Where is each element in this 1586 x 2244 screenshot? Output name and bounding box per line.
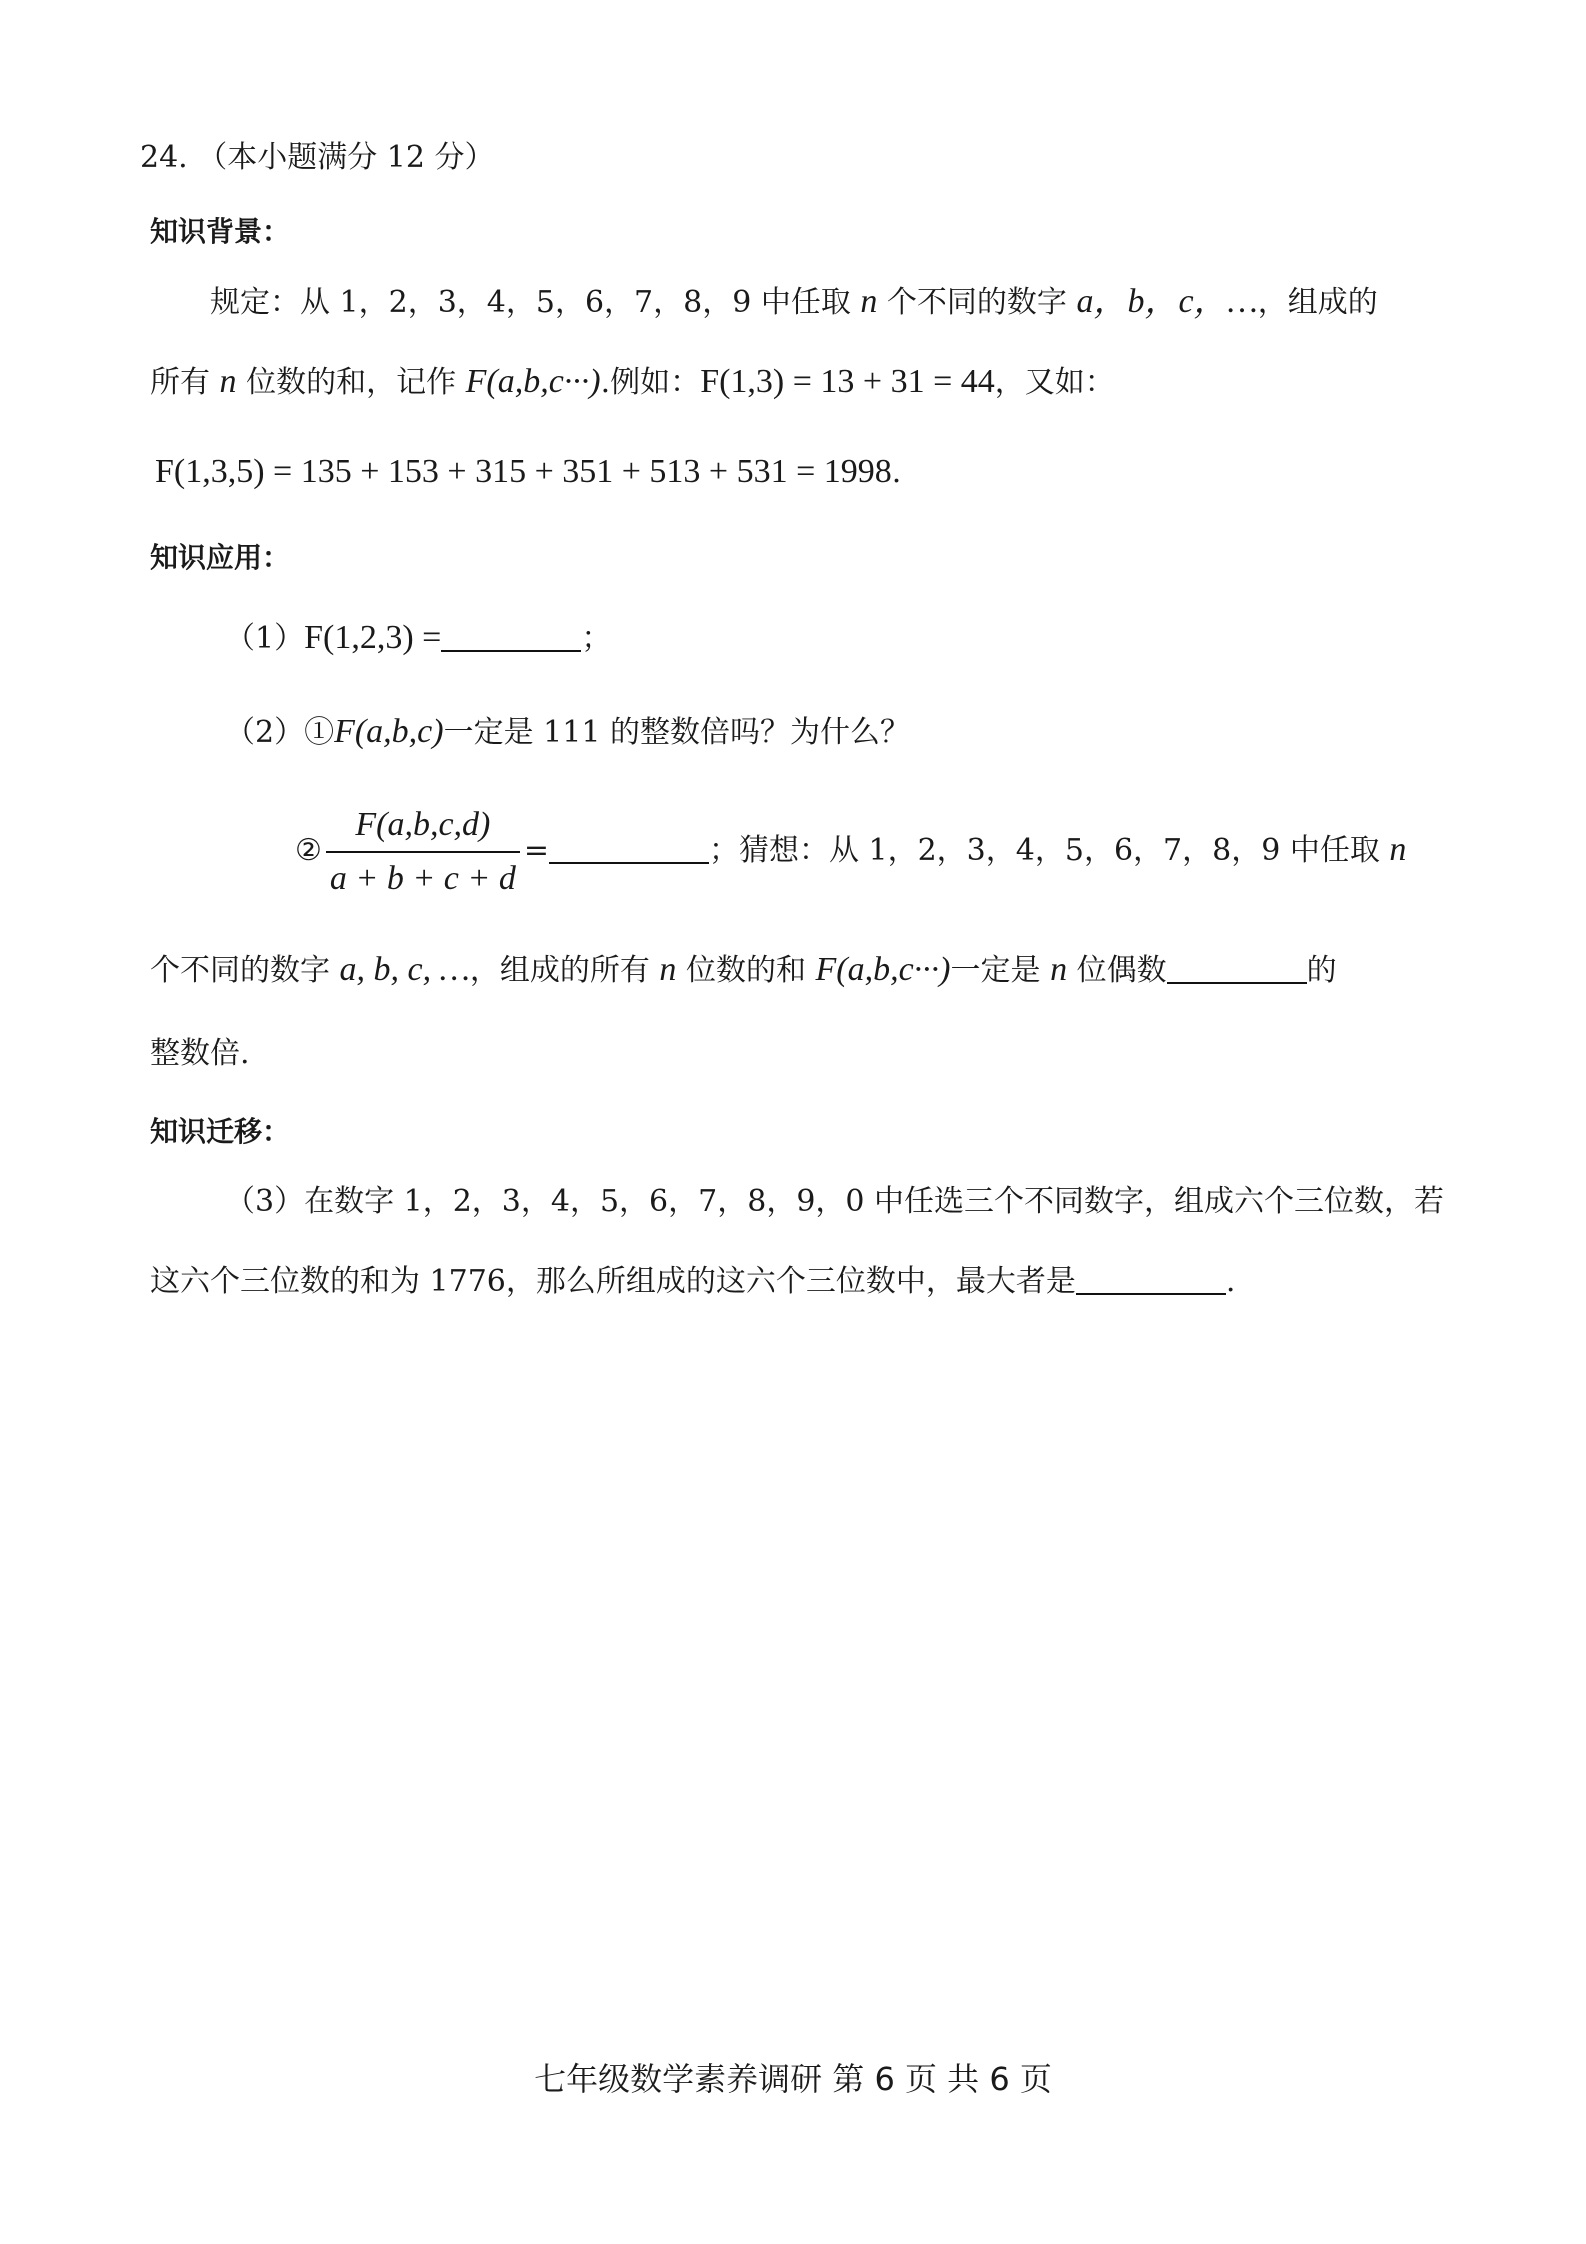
question-2-part-2 [295,800,1406,901]
answer-blank-1[interactable] [441,650,581,652]
q2-label: （2） [225,715,305,750]
application-title: 知识应用： [150,541,291,574]
q1-label: （1） [225,621,305,656]
rule-text: ，组成的 [1257,285,1378,320]
rule-text: .例如： [600,365,701,400]
q2-expression: F(a,b,c) [334,713,444,750]
page-footer: 七年级数学素养调研 第 6 页 共 6 页 [534,2060,1052,2098]
guess-text: ；猜想：从 1，2，3，4，5，6，7，8，9 中任取 [708,833,1390,868]
q2-text: 一定是 111 的整数倍吗？为什么？ [443,715,910,750]
example-2-line [155,452,901,493]
answer-blank-3[interactable] [1167,982,1307,984]
q2-text: 的 [1306,953,1337,988]
circled-two: ② [295,833,322,868]
rule-text: ，又如： [994,365,1115,400]
question-2-line-3: 整数倍. [150,1036,250,1071]
rule-line-1 [210,282,1378,323]
answer-blank-2[interactable] [549,862,709,864]
var-n: n [659,951,677,988]
question-2-part-1 [225,712,910,753]
var-n: n [1389,831,1407,868]
question-number: 24. [140,140,188,175]
var-n: n [1050,951,1068,988]
q1-expression: F(1,2,3) = [304,619,442,656]
question-2-line-2 [150,950,1337,991]
function-notation: F(a,b,c···) [815,951,951,988]
q2-text: ，组成的所有 [469,953,660,988]
question-3-line-1: （3）在数字 1，2，3，4，5，6，7，8，9，0 中任选三个不同数字，组成六个三位数，若 [225,1184,1445,1219]
q3-end: . [1225,1264,1236,1299]
var-n: n [860,283,878,320]
question-3-line-2 [150,1262,1235,1302]
equals-sign: = [523,833,549,868]
var-list: a, b, c, … [339,951,470,988]
example-1: F(1,3) = 13 + 31 = 44 [700,363,995,400]
q2-text: 位偶数 [1067,953,1167,988]
transfer-title: 知识迁移： [150,1115,291,1148]
rule-text: 所有 [150,365,220,400]
var-list: a，b，c，… [1076,283,1258,320]
background-title: 知识背景： [150,215,291,248]
q2-text: 位数的和 [676,953,816,988]
rule-text: 个不同的数字 [877,285,1077,320]
rule-text: 规定：从 1，2，3，4，5，6，7，8，9 中任取 [210,285,861,320]
q3-text: 这六个三位数的和为 1776，那么所组成的这六个三位数中，最大者是 [150,1264,1076,1299]
var-n: n [219,363,237,400]
q2-text: 个不同的数字 [150,953,340,988]
q2-text: 一定是 [950,953,1051,988]
fraction [326,803,520,901]
question-1 [225,618,611,659]
rule-line-2 [150,362,1115,403]
score-note: （本小题满分 12 分） [197,140,495,175]
fraction-numerator: F(a,b,c,d) [326,803,520,853]
circled-one: ① [304,715,335,750]
example-2: F(1,3,5) = 135 + 153 + 315 + 351 + 513 + 531 = 1998 [155,453,892,490]
example-2-end: . [891,455,902,490]
fraction-denominator: a + b + c + d [329,860,516,897]
question-header [140,138,495,178]
answer-blank-4[interactable] [1076,1293,1226,1295]
function-notation: F(a,b,c···) [465,363,601,400]
q1-end: ； [581,621,612,656]
rule-text: 位数的和，记作 [236,365,466,400]
